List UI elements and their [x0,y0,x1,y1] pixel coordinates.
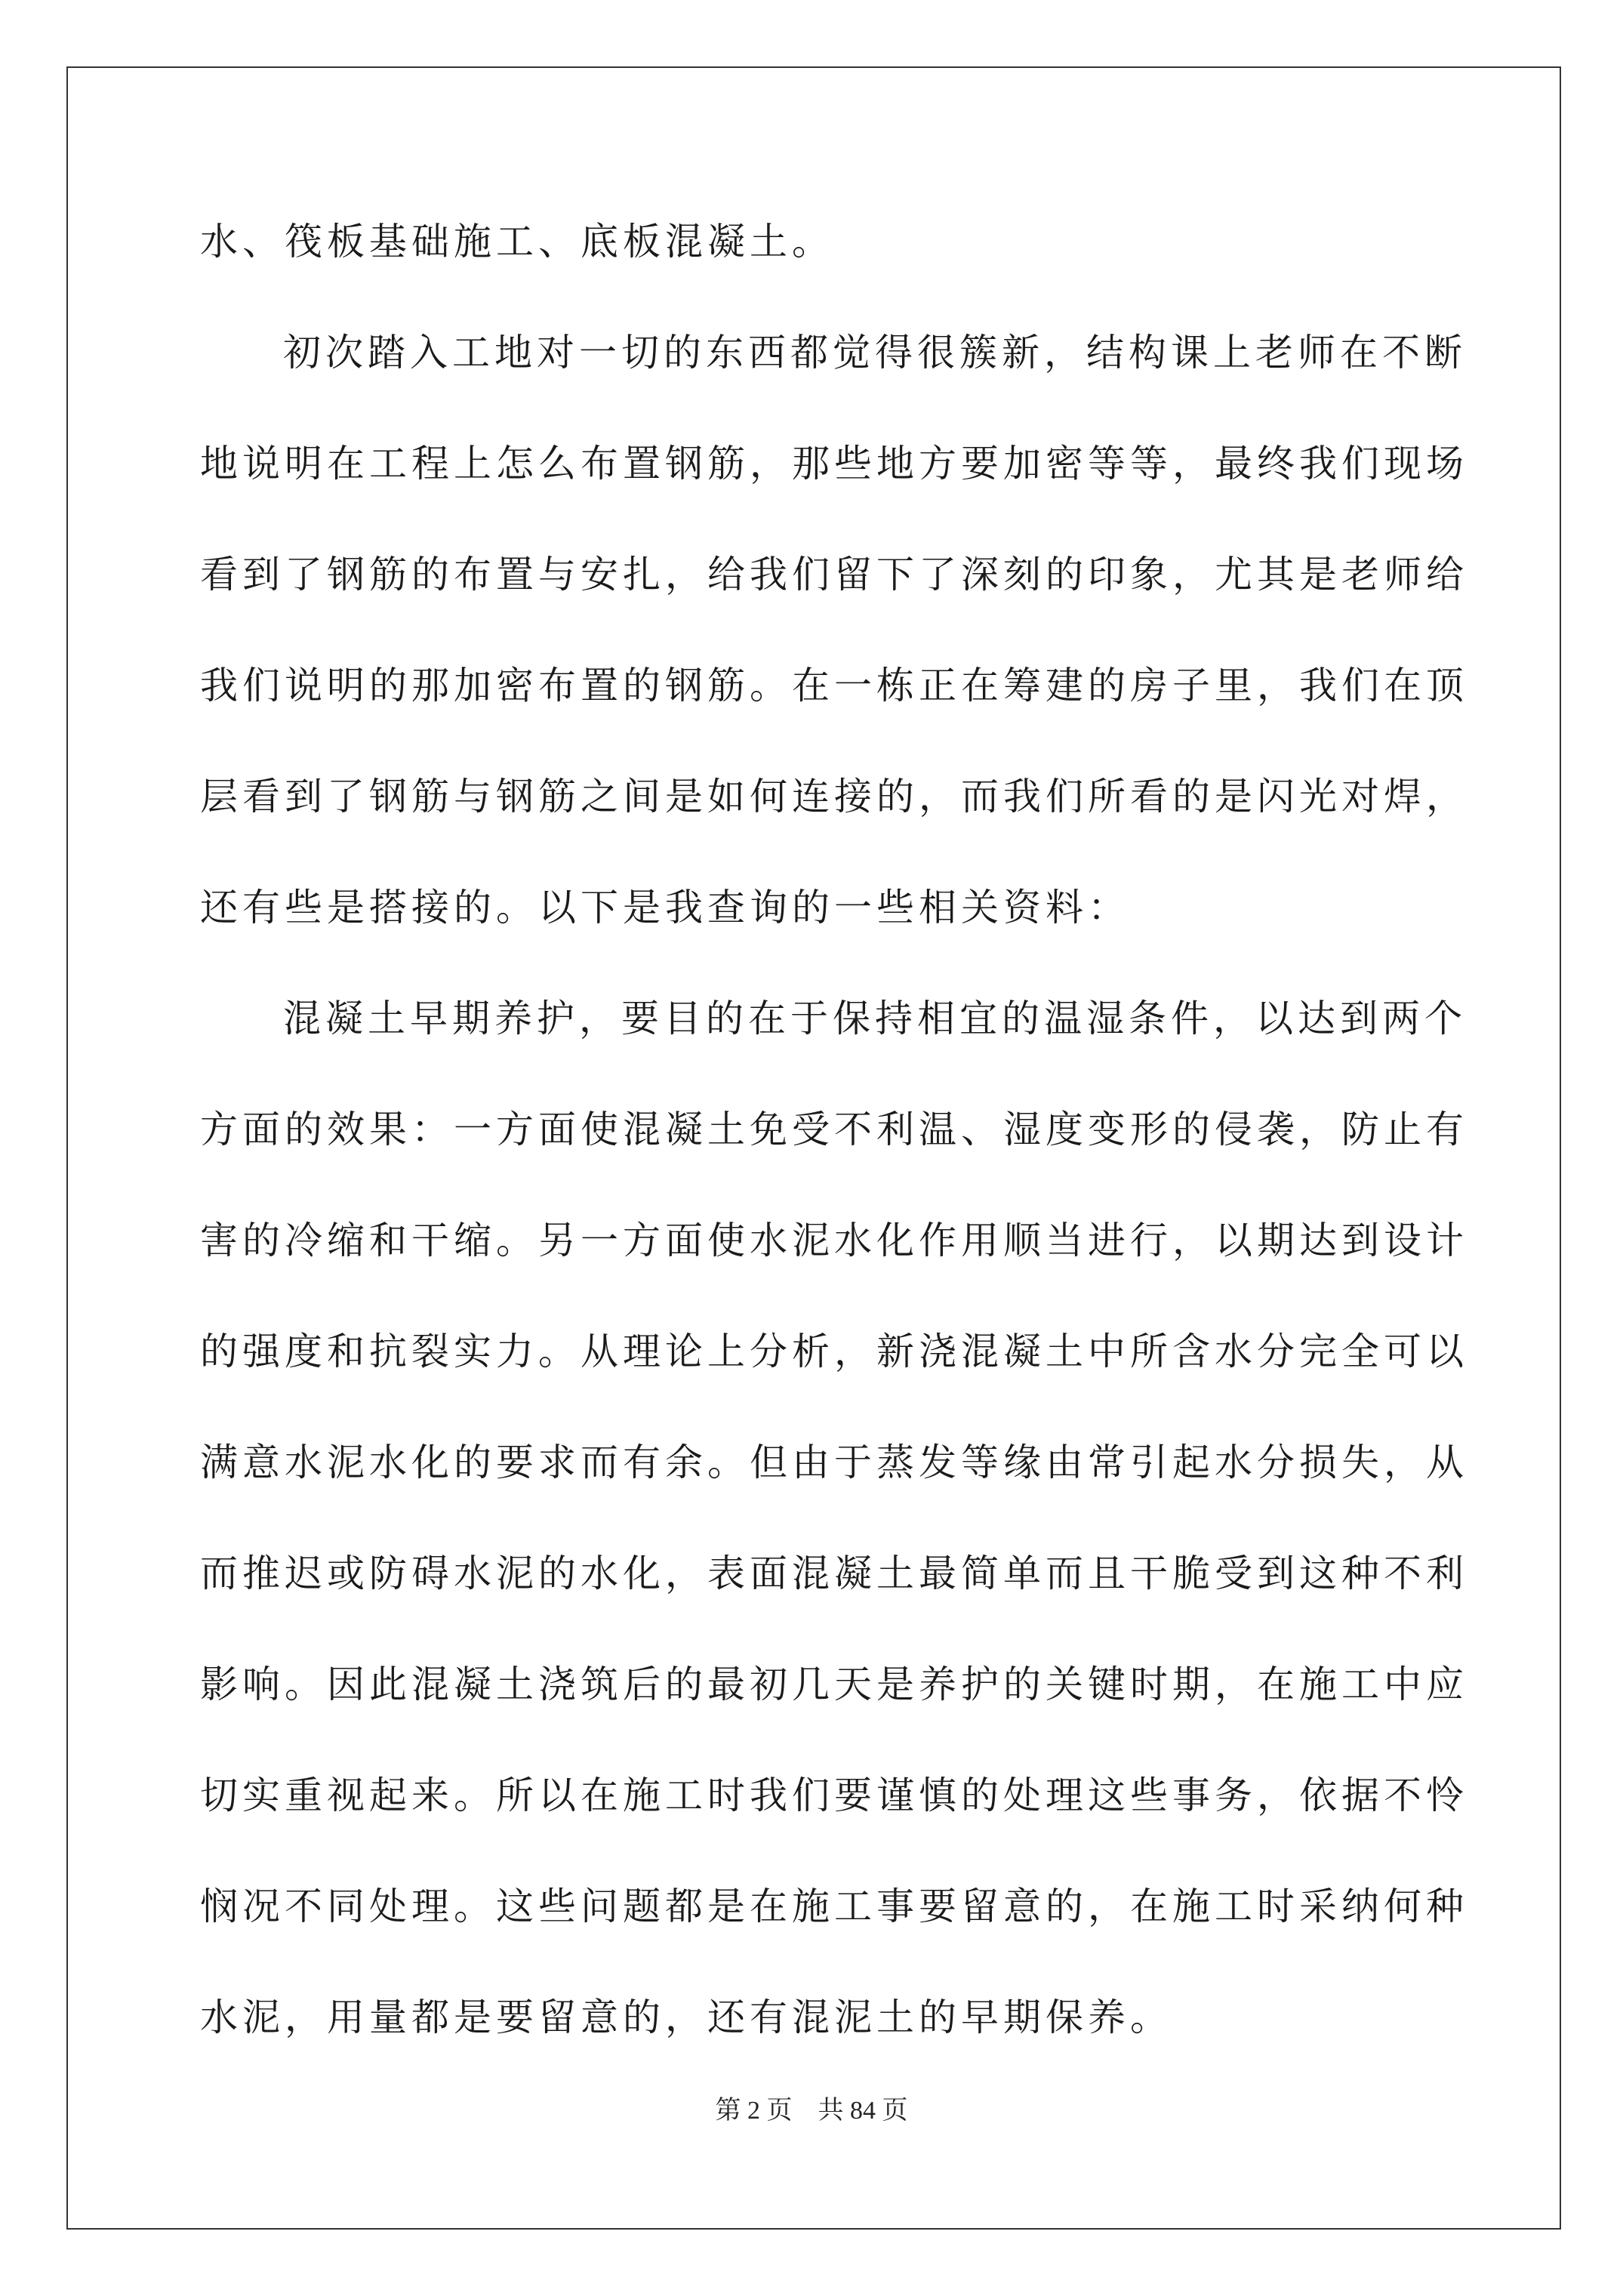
text-line: 地说明在工程上怎么布置钢筋，那些地方要加密等等，最终我们现场 [200,442,1468,485]
text-line: 的强度和抗裂实力。从理论上分析，新浇混凝土中所含水分完全可以 [200,1330,1468,1373]
text-line: 层看到了钢筋与钢筋之间是如何连接的，而我们所看的是闪光对焊， [200,775,1468,818]
text-line: 我们说明的那加密布置的钢筋。在一栋正在筹建的房子里，我们在顶 [200,664,1468,707]
paragraph-first-line: 混凝土早期养护，要目的在于保持相宜的温湿条件，以达到两个 [283,997,1467,1040]
text-line: 切实重视起来。所以在施工时我们要谨慎的处理这些事务，依据不怜 [200,1774,1468,1817]
text-line: 影响。因此混凝土浇筑后的最初几天是养护的关键时期，在施工中应 [200,1663,1468,1706]
text-line: 而推迟或防碍水泥的水化，表面混凝土最简单而且干脆受到这种不利 [200,1552,1468,1595]
text-line: 方面的效果：一方面使混凝土免受不利温、湿度变形的侵袭，防止有 [200,1108,1468,1151]
page-number-footer: 第 2 页 共 84 页 [715,2097,908,2125]
text-line: 看到了钢筋的布置与安扎，给我们留下了深刻的印象，尤其是老师给 [200,553,1468,596]
text-line: 满意水泥水化的要求而有余。但由于蒸发等缘由常引起水分损失，从 [200,1441,1468,1484]
text-line: 悯况不同处理。这些问题都是在施工事要留意的，在施工时采纳何种 [200,1885,1468,1928]
text-line: 水、筏板基础施工、底板混凝土。 [200,220,834,264]
text-line: 还有些是搭接的。以下是我查询的一些相关资料： [200,886,1130,929]
text-line: 害的冷缩和干缩。另一方面使水泥水化作用顺当进行，以期达到设计 [200,1219,1468,1262]
paragraph-first-line: 初次踏入工地对一切的东西都觉得很簇新，结构课上老师在不断 [283,331,1467,374]
text-line: 水泥，用量都是要留意的，还有混泥土的早期保养。 [200,1996,1172,2039]
